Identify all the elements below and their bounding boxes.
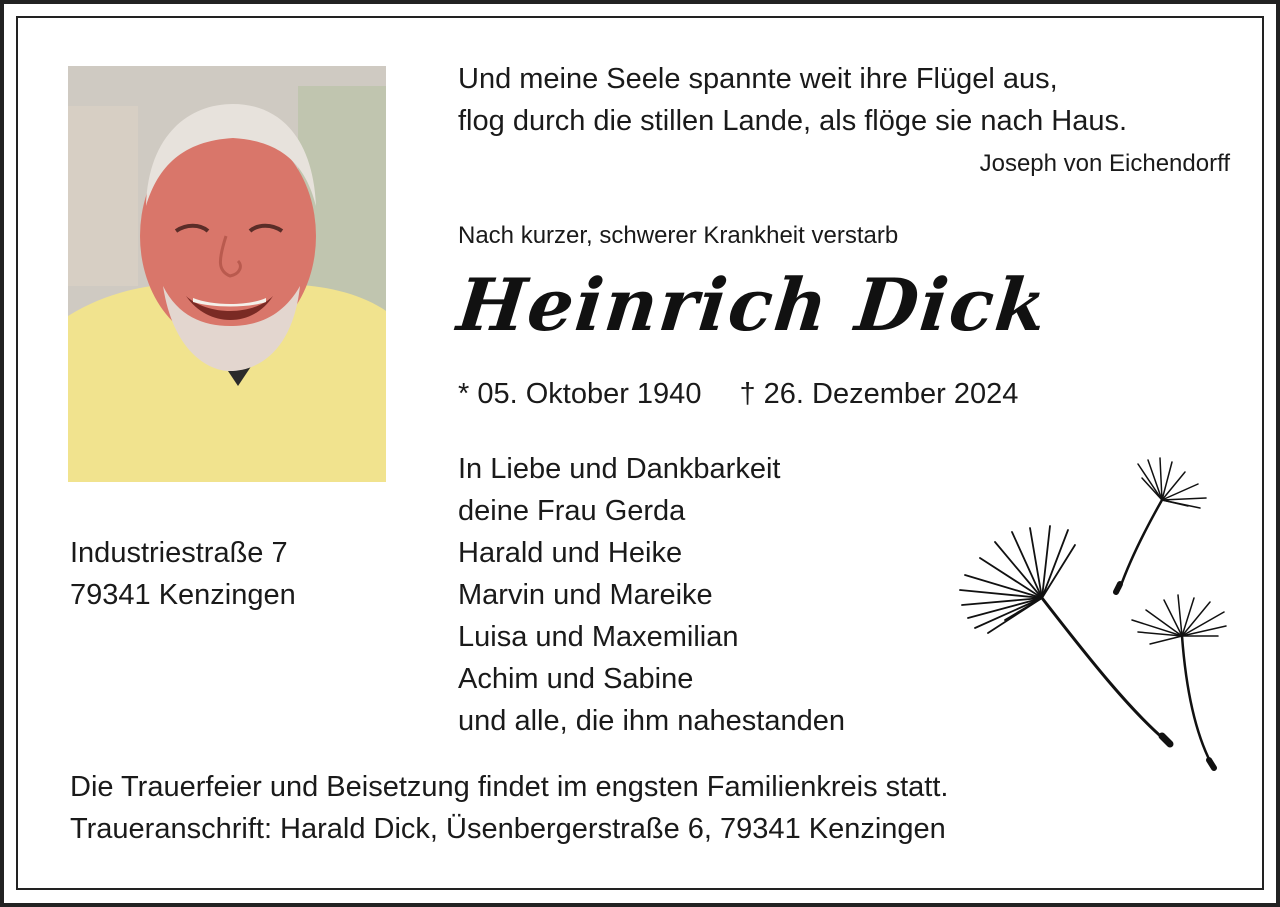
portrait-photo (68, 66, 386, 482)
condolence-address: Traueranschrift: Harald Dick, Üsenbergerstraße 6, 79341 Kenzingen (70, 813, 946, 845)
mourners-list (458, 448, 845, 742)
mourner-line: deine Frau Gerda (458, 495, 686, 527)
quote-line-2: flog durch die stillen Lande, als flöge sie nach Haus. (458, 105, 1128, 137)
funeral-notice (70, 766, 948, 850)
address-city: 79341 Kenzingen (70, 579, 296, 611)
mourner-line: Luisa und Maxemilian (458, 621, 739, 653)
home-address (70, 532, 296, 616)
mourner-line: Marvin und Mareike (458, 579, 713, 611)
address-street: Industriestraße 7 (70, 537, 288, 569)
mourner-line: Harald und Heike (458, 537, 683, 569)
dandelion-seeds-illustration (950, 450, 1240, 780)
quote-author: Joseph von Eichendorff (979, 150, 1230, 177)
ceremony-info: Die Trauerfeier und Beisetzung findet im engsten Familienkreis statt. (70, 771, 949, 803)
life-dates (458, 378, 1018, 411)
mourner-line: Achim und Sabine (458, 663, 694, 695)
birth-date: * 05. Oktober 1940 (458, 378, 702, 410)
deceased-name: Heinrich Dick (453, 262, 1053, 347)
death-date: † 26. Dezember 2024 (739, 378, 1019, 410)
intro-text: Nach kurzer, schwerer Krankheit verstarb (458, 222, 899, 249)
poem-quote (458, 58, 1238, 142)
quote-line-1: Und meine Seele spannte weit ihre Flügel aus, (458, 63, 1058, 95)
mourner-line: und alle, die ihm nahestanden (458, 705, 845, 737)
mourner-line: In Liebe und Dankbarkeit (458, 453, 781, 485)
